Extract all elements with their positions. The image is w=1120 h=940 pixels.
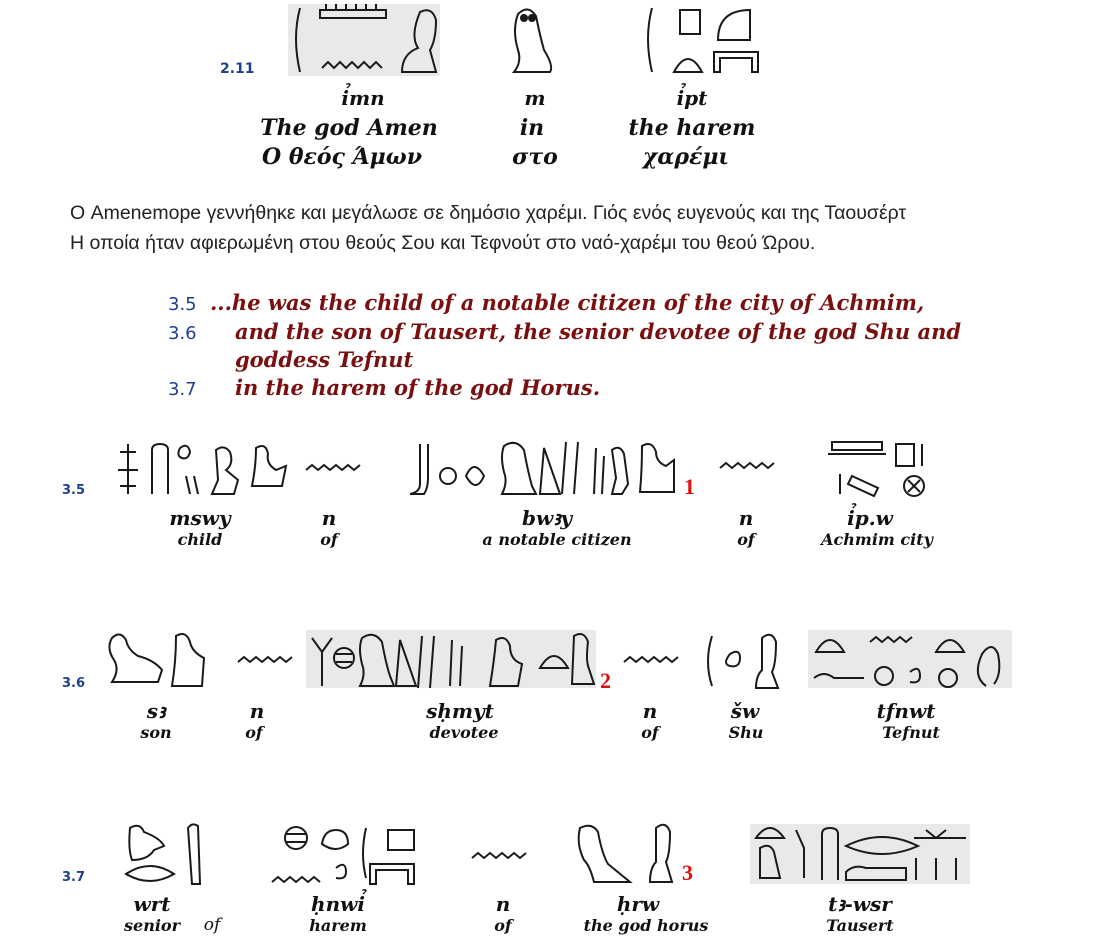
hieroglyph-owl-m (514, 9, 551, 72)
gloss-son: son (140, 723, 172, 742)
translit-shmyt: sḥmyt (426, 699, 494, 723)
gloss-tausert: Tausert (826, 916, 894, 935)
gloss-achmim-city: Achmim city (821, 530, 933, 549)
translit-bwy: bwꜣy (522, 506, 572, 530)
translit-m: m (524, 86, 546, 110)
gloss-of: of (245, 723, 263, 742)
translation-line-number: 3.6 (168, 323, 197, 344)
gloss-senior: senior (124, 916, 180, 935)
gloss-harem: harem (309, 916, 367, 935)
gloss-of: of (494, 916, 512, 935)
hieroglyph-group-shw (708, 635, 778, 688)
translit-n: n (249, 699, 265, 723)
translation-line-3-6-cont: goddess Tefnut (235, 347, 414, 372)
translit-shw: šw (730, 699, 760, 723)
greek-god-amen: Ο θεός Άμων (262, 144, 422, 170)
translit-wrt: wrt (133, 892, 171, 916)
translation-line-3-7: in the harem of the god Horus. (235, 375, 601, 400)
hieroglyph-group-tawsr (750, 824, 970, 884)
translit-n: n (642, 699, 658, 723)
hieroglyph-group-hnwi (272, 827, 414, 884)
english-god-amen: The god Amen (260, 115, 438, 141)
gloss-devotee: devotee (429, 723, 499, 742)
gloss-of: of (320, 530, 338, 549)
translation-line-3-6: and the son of Tausert, the senior devotee of the god Shu and (235, 319, 962, 344)
translit-tawsr: tꜣ-wsr (828, 892, 892, 916)
hieroglyph-group-ipt (648, 8, 758, 72)
english-the-harem: the harem (628, 115, 756, 141)
water-sign-n2 (720, 463, 774, 468)
gloss-child: child (177, 530, 223, 549)
line-number-3-5: 3.5 (62, 483, 86, 498)
footnote-marker-2: 2 (600, 668, 611, 693)
translit-ipw: ỉp.w (847, 506, 893, 530)
water-sign-n5 (472, 853, 526, 858)
footnote-marker-3: 3 (682, 860, 693, 885)
hieroglyph-group-ipw (828, 442, 924, 496)
gloss-of-plain: of (203, 915, 221, 935)
hieroglyph-group-tfnwt (808, 630, 1012, 688)
translit-sa: sꜣ (146, 699, 166, 723)
hieroglyph-group-sa (109, 634, 204, 686)
translation-line-number: 3.5 (168, 294, 197, 315)
greek-paragraph-line-1: Ο Amenemope γεννήθηκε και μεγάλωσε σε δημόσιο χαρέμι. Γιός ενός ευγενούς και της Ταουσέρτ (70, 202, 907, 224)
translit-hrw: ḥrw (616, 892, 660, 916)
water-sign-n4 (624, 657, 678, 662)
greek-xaremi: χαρέμι (642, 144, 730, 170)
gloss-notable-citizen: a notable citizen (482, 530, 632, 549)
footnote-marker-1: 1 (684, 474, 695, 499)
hieroglyph-group-mswy (118, 444, 286, 494)
greek-sto: στο (512, 144, 558, 170)
gloss-of: of (737, 530, 755, 549)
english-in: in (519, 115, 545, 141)
translit-hnwi: ḥnwỉ (311, 892, 365, 916)
translit-ipt: ỉpt (676, 86, 708, 110)
translit-n: n (321, 506, 337, 530)
line-number-3-6: 3.6 (62, 676, 86, 691)
gloss-of: of (641, 723, 659, 742)
hieroglyph-group-bwy (410, 442, 674, 494)
translit-tfnwt: tfnwt (876, 699, 936, 723)
hieroglyph-group-hrw (579, 825, 672, 882)
water-sign-n3 (238, 657, 292, 662)
translit-n: n (738, 506, 754, 530)
translit-mswy: mswy (169, 506, 231, 530)
gloss-tefnut: Tefnut (882, 723, 940, 742)
translation-line-3-5: ...he was the child of a notable citizen of the city of Achmim, (210, 290, 925, 315)
translation-line-number: 3.7 (168, 379, 197, 400)
gloss-shu: Shu (728, 723, 764, 742)
line-number-2-11: 2.11 (220, 61, 255, 77)
line-number-3-7: 3.7 (62, 870, 86, 885)
hieroglyph-group-shmyt (306, 630, 596, 688)
greek-paragraph-line-2: Η οποία ήταν αφιερωμένη στου θεούς Σου και Τεφνούτ στο ναό-χαρέμι του θεού Ώρου. (70, 232, 816, 254)
gloss-god-horus: the god horus (583, 916, 709, 935)
hieroglyph-group-imn (288, 4, 440, 76)
hieroglyph-group-wrt (126, 824, 200, 884)
translit-n: n (495, 892, 511, 916)
water-sign-n (306, 465, 360, 470)
translit-imn: ỉmn (341, 86, 385, 110)
